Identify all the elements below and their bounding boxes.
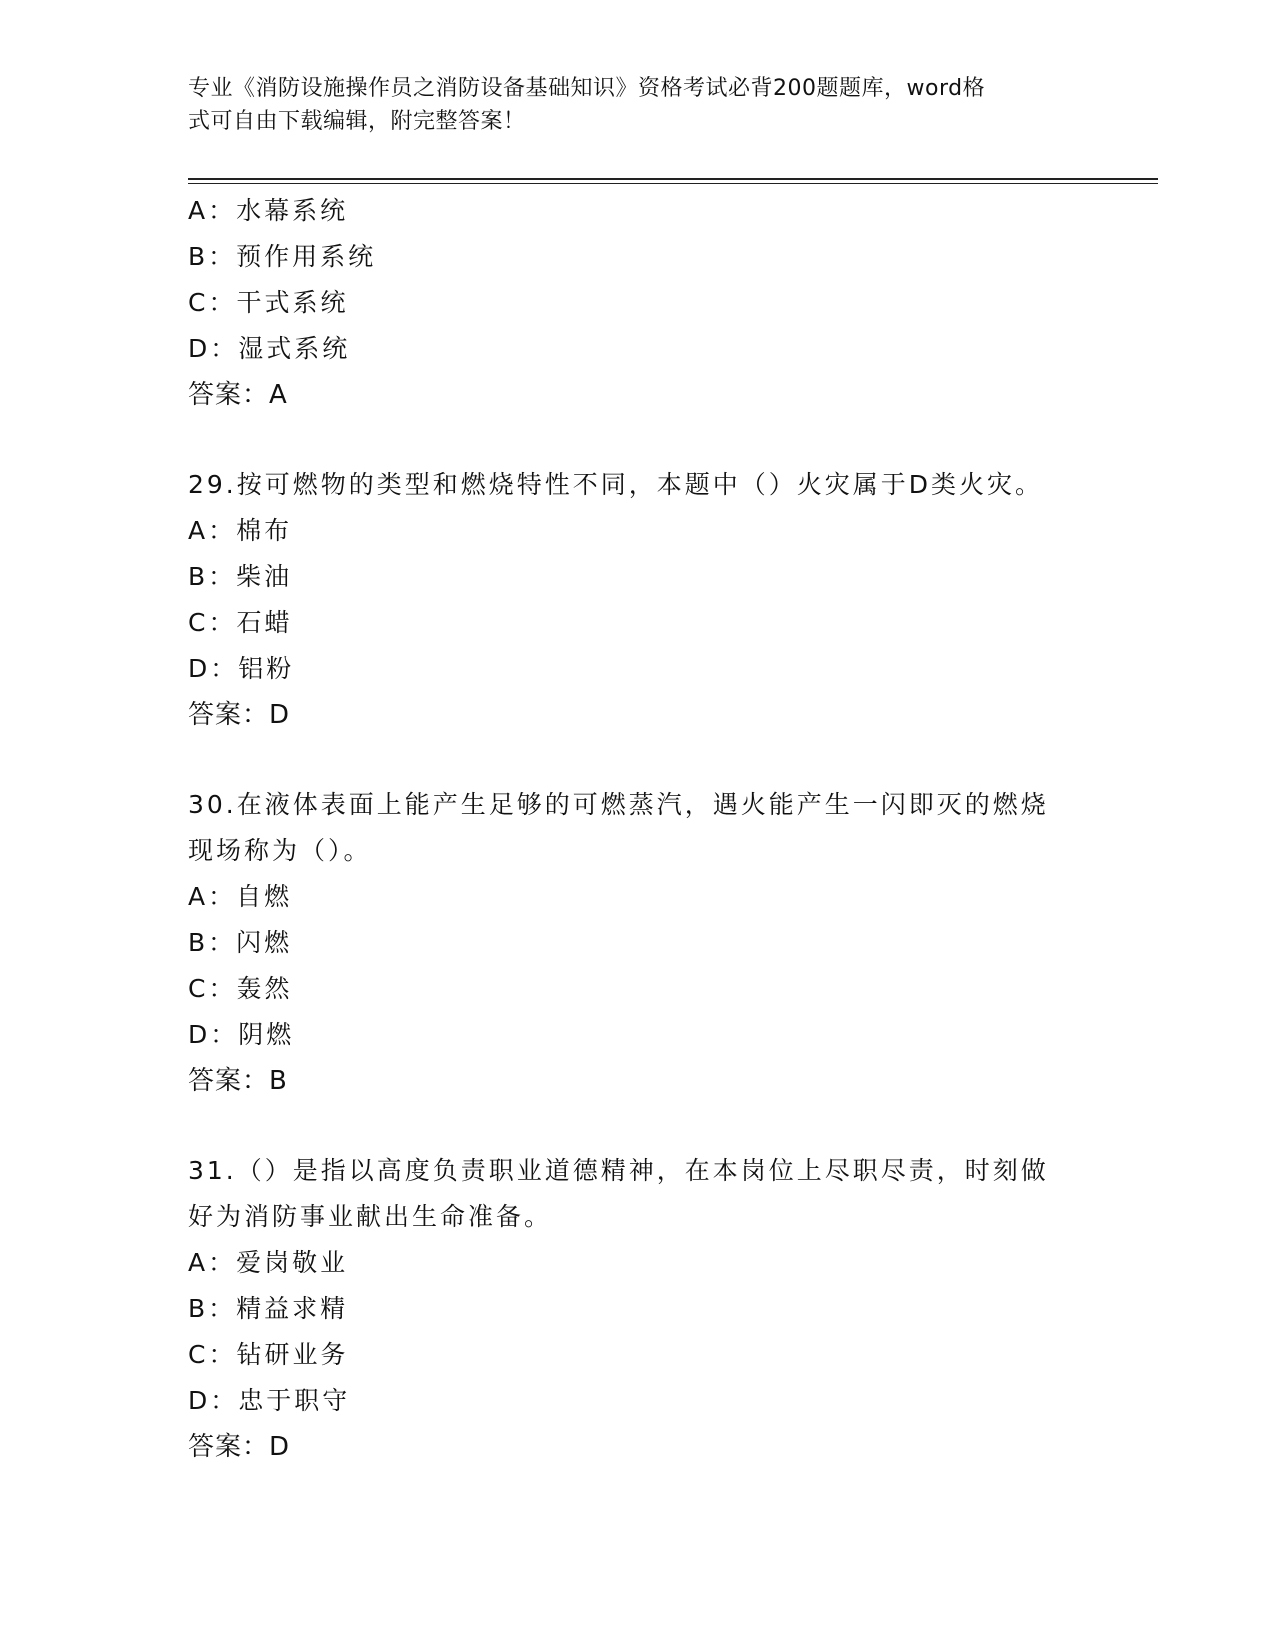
- stem-line-2: 好为消防事业献出生命准备。: [188, 1202, 553, 1231]
- option-d: D：铝粉: [188, 654, 295, 683]
- option-c: C：干式系统: [188, 288, 349, 317]
- header-divider-thin: [188, 183, 1158, 184]
- question-28: [188, 188, 1088, 418]
- option-a: A：棉布: [188, 516, 293, 545]
- stem-line-1: 30.在液体表面上能产生足够的可燃蒸汽，遇火能产生一闪即灭的燃烧: [188, 790, 1049, 819]
- answer: 答案：D: [188, 700, 291, 730]
- option-b: B：柴油: [188, 562, 293, 591]
- question-list: [188, 188, 1088, 1470]
- answer: 答案：B: [188, 1066, 288, 1096]
- option-b: B：闪燃: [188, 928, 293, 957]
- answer: 答案：D: [188, 1432, 291, 1462]
- option-d: D：忠于职守: [188, 1386, 351, 1415]
- stem-line-1: 31.（）是指以高度负责职业道德精神，在本岗位上尽职尽责，时刻做: [188, 1156, 1049, 1185]
- answer: 答案：A: [188, 380, 288, 410]
- question-stem: [188, 1148, 1088, 1240]
- option-b: B：精益求精: [188, 1294, 349, 1323]
- stem-line: 29.按可燃物的类型和燃烧特性不同，本题中（）火灾属于D类火灾。: [188, 470, 1044, 499]
- option-d: D：湿式系统: [188, 334, 351, 363]
- header-line-2: 式可自由下载编辑，附完整答案！: [188, 109, 526, 134]
- option-a: A：自燃: [188, 882, 293, 911]
- question-stem: [188, 782, 1088, 874]
- option-c: C：轰然: [188, 974, 293, 1003]
- question-31: [188, 1148, 1088, 1470]
- option-c: C：钻研业务: [188, 1340, 349, 1369]
- question-stem: [188, 462, 1088, 508]
- option-a: A：爱岗敬业: [188, 1248, 349, 1277]
- header-divider-thick: [188, 178, 1158, 180]
- header-line-1: 专业《消防设施操作员之消防设备基础知识》资格考试必背200题题库，word格: [188, 76, 986, 101]
- stem-line-2: 现场称为（）。: [188, 836, 372, 865]
- question-29: [188, 462, 1088, 738]
- question-30: [188, 782, 1088, 1104]
- option-c: C：石蜡: [188, 608, 293, 637]
- option-d: D：阴燃: [188, 1020, 295, 1049]
- document-header: [188, 72, 1068, 138]
- option-a: A：水幕系统: [188, 196, 349, 225]
- option-b: B：预作用系统: [188, 242, 377, 271]
